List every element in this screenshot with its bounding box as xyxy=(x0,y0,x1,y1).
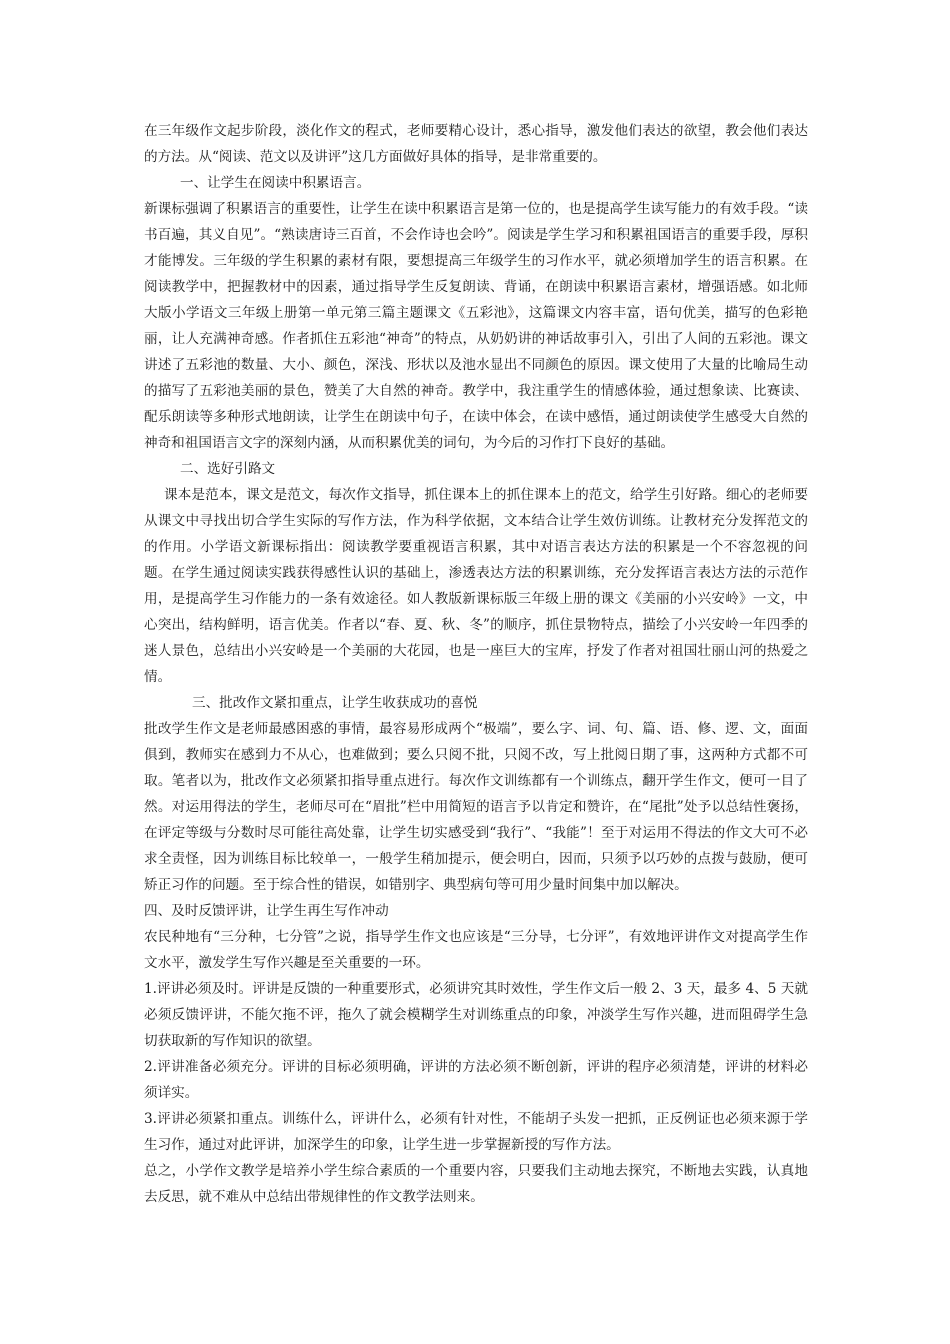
document-page xyxy=(144,118,808,1210)
point-2-paragraph: 2.评讲准备必须充分。评讲的目标必须明确，评讲的方法必须不断创新，评讲的程序必须清楚，评讲的材料必须详实。 xyxy=(144,1059,808,1101)
intro-paragraph: 在三年级作文起步阶段，淡化作文的程式，老师要精心设计，悉心指导，激发他们表达的欲望，教会他们表达的方法。从“阅读、范文以及讲评”这几方面做好具体的指导，是非常重要的。 xyxy=(144,123,808,165)
section-2-heading: 二、选好引路文 xyxy=(180,461,276,477)
point-3-paragraph: 3.评讲必须紧扣重点。训练什么，评讲什么，必须有针对性，不能胡子头发一把抓，正反例证也必须来源于学生习作，通过对此评讲，加深学生的印象，让学生进一步掌握新授的写作方法。 xyxy=(144,1111,808,1153)
section-1-heading: 一、让学生在阅读中积累语言。 xyxy=(180,175,371,191)
section-3-body: 批改学生作文是老师最感困惑的事情，最容易形成两个“极端”，要么字、词、句、篇、语、修、逻、文，面面俱到，教师实在感到力不从心，也难做到；要么只阅不批，只阅不改，写上批阅日期了事，这两种方式都不可取。笔者以为，批改作文必须紧扣指导重点进行。每次作文训练都有一个训练点，翻开学生作文，便可一目了然。对运用得法的学生，老师尽可在“眉批”栏中用简短的语言予以肯定和赞许，在“尾批”处予以总结性褒扬，在评定等级与分数时尽可能往高处靠，让学生切实感受到“我行”、“我能”！至于对运用不得法的作文大可不必求全责怪，因为训练目标比较单一，一般学生稍加提示，便会明白，因而，只须予以巧妙的点拨与鼓励，便可矫正习作的问题。至于综合性的错误，如错别字、典型病句等可用少量时间集中加以解决。 xyxy=(144,721,808,893)
section-1-body: 新课标强调了积累语言的重要性，让学生在读中积累语言是第一位的，也是提高学生读写能力的有效手段。“读书百遍，其义自见”。“熟读唐诗三百首，不会作诗也会吟”。阅读是学生学习和积累祖国语言的重要手段，厚积才能博发。三年级的学生积累的素材有限，要想提高三年级学生的习作水平，就必须增加学生的语言积累。在阅读教学中，把握教材中的因素，通过指导学生反复朗读、背诵，在朗读中积累语言素材，增强语感。如北师大版小学语文三年级上册第一单元第三篇主题课文《五彩池》，这篇课文内容丰富，语句优美，描写的色彩艳丽，让人充满神奇感。作者抓住五彩池“神奇”的特点，从奶奶讲的神话故事引入，引出了人间的五彩池。课文讲述了五彩池的数量、大小、颜色，深浅、形状以及池水显出不同颜色的原因。课文使用了大量的比喻局生动的描写了五彩池美丽的景色，赞美了大自然的神奇。教学中，我注重学生的情感体验，通过想象读、比赛读、配乐朗读等多种形式地朗读，让学生在朗读中句子，在读中体会，在读中感悟，通过朗读使学生感受大自然的神奇和祖国语言文字的深刻内涵，从而积累优美的词句，为今后的习作打下良好的基础。 xyxy=(144,201,808,451)
section-4-heading: 四、及时反馈评讲，让学生再生写作冲动 xyxy=(144,903,389,919)
section-3-heading: 三、批改作文紧扣重点，让学生收获成功的喜悦 xyxy=(192,695,478,711)
point-1-paragraph: 1.评讲必须及时。评讲是反馈的一种重要形式，必须讲究其时效性，学生作文后一般 2、3 天，最多 4、5 天就必须反馈评讲，不能欠拖不评，拖久了就会模糊学生对训练重点的印象，冲淡学生写作兴趣，进而阻碍学生急切获取新的写作知识的欲望。 xyxy=(144,981,808,1049)
conclusion-paragraph: 总之，小学作文教学是培养小学生综合素质的一个重要内容，只要我们主动地去探究，不断地去实践，认真地去反思，就不难从中总结出带规律性的作文教学法则来。 xyxy=(144,1163,808,1205)
section-4-body: 农民种地有“三分种，七分管”之说，指导学生作文也应该是“三分导，七分评”，有效地评讲作文对提高学生作文水平，激发学生写作兴趣是至关重要的一环。 xyxy=(144,929,808,971)
section-2-body: 课本是范本，课文是范文，每次作文指导，抓住课本上的抓住课本上的范文，给学生引好路。细心的老师要从课文中寻找出切合学生实际的写作方法，作为科学依据，文本结合让学生效仿训练。让教材充分发挥范文的的作用。小学语文新课标指出：阅读教学要重视语言积累，其中对语言表达方法的积累是一个不容忽视的问题。在学生通过阅读实践获得感性认识的基础上，渗透表达方法的积累训练，充分发挥语言表达方法的示范作用，是提高学生习作能力的一条有效途径。如人教版新课标版三年级上册的课文《美丽的小兴安岭》一文，中心突出，结构鲜明，语言优美。作者以“春、夏、秋、冬”的顺序，抓住景物特点，描绘了小兴安岭一年四季的迷人景色，总结出小兴安岭是一个美丽的大花园，也是一座巨大的宝库，抒发了作者对祖国壮丽山河的热爱之情。 xyxy=(144,487,808,685)
